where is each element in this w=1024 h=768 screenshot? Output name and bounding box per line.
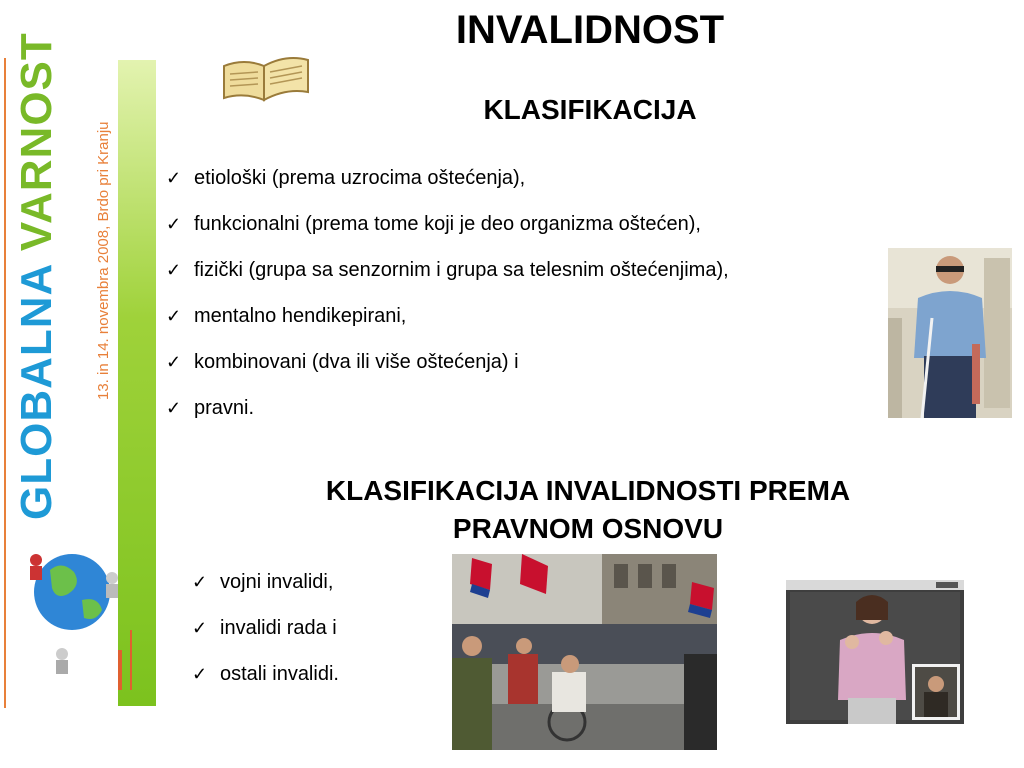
- checkmark-icon: ✓: [166, 352, 182, 372]
- list-item-text: mentalno hendikepirani,: [194, 305, 407, 327]
- list-item-text: vojni invalidi,: [220, 571, 334, 593]
- list-item: [166, 398, 729, 418]
- globe-icon: [22, 530, 132, 690]
- list-item-text: etiološki (prema uzrocima oštećenja),: [194, 167, 526, 189]
- legal-list: [192, 572, 339, 710]
- brand-name-part1: GLOBALNA: [12, 264, 61, 520]
- checkmark-icon: ✓: [166, 398, 182, 418]
- list-item-text: ostali invalidi.: [220, 663, 339, 685]
- list-item-text: invalidi rada i: [220, 617, 337, 639]
- list-item: [166, 352, 729, 372]
- list-item: [166, 260, 729, 280]
- legal-section-title-line1: KLASIFIKACIJA INVALIDNOSTI PREMA: [325, 475, 851, 506]
- list-item: [166, 168, 729, 188]
- list-item-text: fizički (grupa sa senzornim i grupa sa telesnim oštećenjima),: [194, 259, 729, 281]
- list-item-text: funkcionalni (prema tome koji je deo organizma oštećen),: [194, 213, 701, 235]
- checkmark-icon: ✓: [166, 214, 182, 234]
- legal-section-title: [248, 472, 928, 548]
- checkmark-icon: ✓: [192, 618, 208, 638]
- photo-sign-language: [786, 580, 964, 724]
- list-item-text: pravni.: [194, 397, 255, 419]
- brand-logo-text: [12, 32, 62, 520]
- slide-title: INVALIDNOST: [455, 8, 725, 52]
- photo-protest-march: [452, 554, 717, 750]
- checkmark-icon: ✓: [192, 572, 208, 592]
- banner-orange-line: [4, 58, 6, 708]
- list-item: [192, 618, 339, 638]
- legal-section-title-line2: PRAVNOM OSNOVU: [452, 513, 724, 544]
- classification-list: [166, 168, 729, 444]
- checkmark-icon: ✓: [166, 168, 182, 188]
- photo-blind-man: [888, 248, 1012, 418]
- slide-subtitle: KLASIFIKACIJA: [483, 94, 697, 125]
- book-icon: [218, 48, 314, 108]
- brand-name-part2: VARNOST: [12, 32, 61, 252]
- checkmark-icon: ✓: [166, 306, 182, 326]
- list-item: [192, 572, 339, 592]
- list-item: [192, 664, 339, 684]
- checkmark-icon: ✓: [192, 664, 208, 684]
- list-item: [166, 214, 729, 234]
- list-item: [166, 306, 729, 326]
- checkmark-icon: ✓: [166, 260, 182, 280]
- list-item-text: kombinovani (dva ili više oštećenja) i: [194, 351, 519, 373]
- brand-event-text: 13. in 14. novembra 2008, Brdo pri Kranju: [95, 121, 112, 400]
